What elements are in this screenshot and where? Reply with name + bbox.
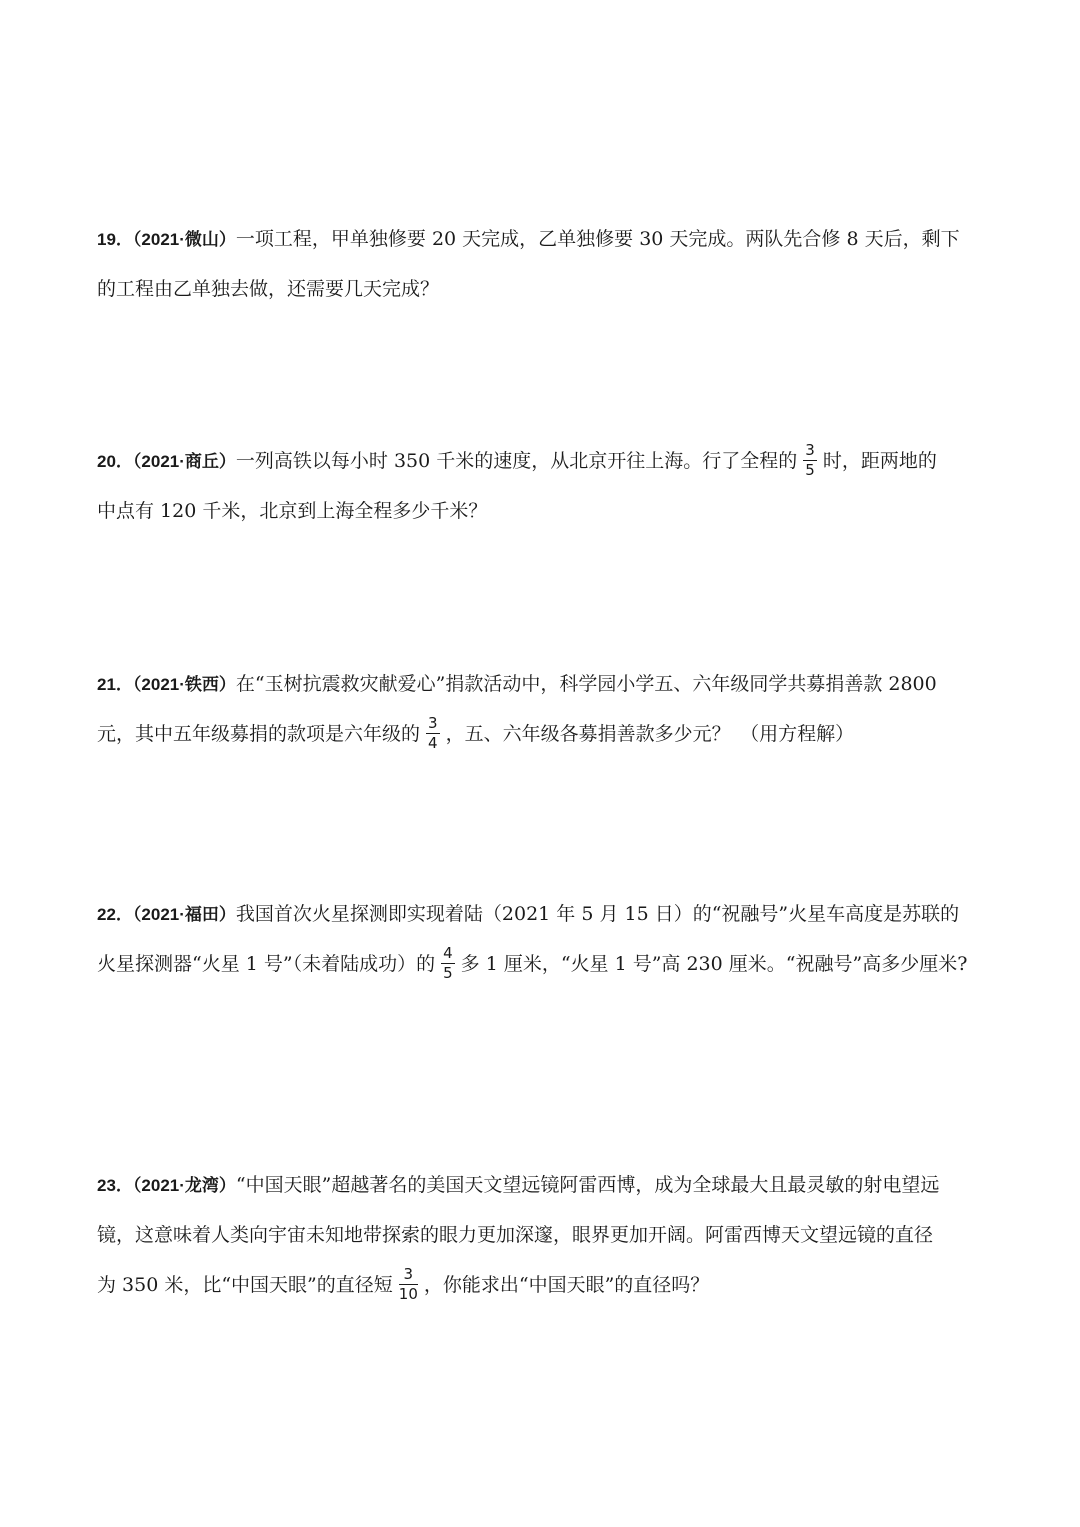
question-text: 中点有 120 千米，北京到上海全程多少千米？ [97,500,488,522]
question-text: 镜，这意味着人类向宇宙未知地带探索的眼力更加深邃，眼界更加开阔。阿雷西博天文望远镜的直径 [97,1224,934,1246]
question-22 [97,889,987,989]
question-line [97,939,987,989]
question-text: ，五、六年级各募捐善款多少元？ （用方程解） [445,723,855,745]
fraction [398,1264,418,1303]
fraction-denominator: 4 [428,733,438,752]
question-21 [97,659,987,759]
fraction [803,440,817,479]
fraction-denominator: 5 [805,460,815,479]
question-text: 我国首次火星探测即实现着陆（2021 年 5 月 15 日）的“祝融号”火星车高度是苏联的 [235,903,960,925]
question-19 [97,214,987,314]
question-number: 23． [97,1176,133,1195]
question-text: 一列高铁以每小时 350 千米的速度，从北京开往上海。行了全程的 [235,450,798,472]
question-source: （2021·龙湾） [132,1176,236,1195]
question-line [97,659,987,709]
fraction-denominator: 10 [398,1284,418,1303]
fraction-numerator: 3 [805,440,815,459]
question-20 [97,436,987,536]
question-text: ，你能求出“中国天眼”的直径吗？ [423,1274,710,1296]
question-line [97,889,987,939]
question-line [97,214,987,264]
fraction-numerator: 3 [399,1267,418,1285]
question-text: 在“玉树抗震救灾献爱心”捐款活动中，科学园小学五、六年级同学共募捐善款 2800 [235,673,937,695]
fraction-numerator: 4 [443,943,453,962]
question-text: 火星探测器“火星 1 号”（未着陆成功）的 [97,953,436,975]
question-source: （2021·福田） [132,905,236,924]
question-23 [97,1160,987,1310]
fraction [441,943,455,982]
fraction-numerator: 3 [428,713,438,732]
question-line [97,264,987,314]
question-line [97,486,987,536]
question-source: （2021·微山） [132,230,236,249]
question-line [97,436,987,486]
question-text: 元，其中五年级募捐的款项是六年级的 [97,723,421,745]
question-line [97,1260,987,1310]
question-text: 时，距两地的 [822,450,937,472]
question-source: （2021·铁西） [132,675,236,694]
question-number: 22． [97,905,133,924]
fraction-denominator: 5 [443,963,453,982]
fraction [426,713,440,752]
question-line [97,1210,987,1260]
question-line [97,709,987,759]
question-line [97,1160,987,1210]
question-source: （2021·商丘） [132,452,236,471]
question-text: 的工程由乙单独去做，还需要几天完成？ [97,278,440,300]
question-text: 为 350 米，比“中国天眼”的直径短 [97,1274,393,1296]
question-text: “中国天眼”超越著名的美国天文望远镜阿雷西博，成为全球最大且最灵敏的射电望远 [235,1174,940,1196]
question-number: 20． [97,452,133,471]
question-text: 多 1 厘米，“火星 1 号”高 230 厘米。“祝融号”高多少厘米? [460,953,968,975]
question-text: 一项工程，甲单独修要 20 天完成，乙单独修要 30 天完成。两队先合修 8 天后，剩下 [235,228,960,250]
question-number: 19． [97,230,133,249]
question-number: 21． [97,675,133,694]
